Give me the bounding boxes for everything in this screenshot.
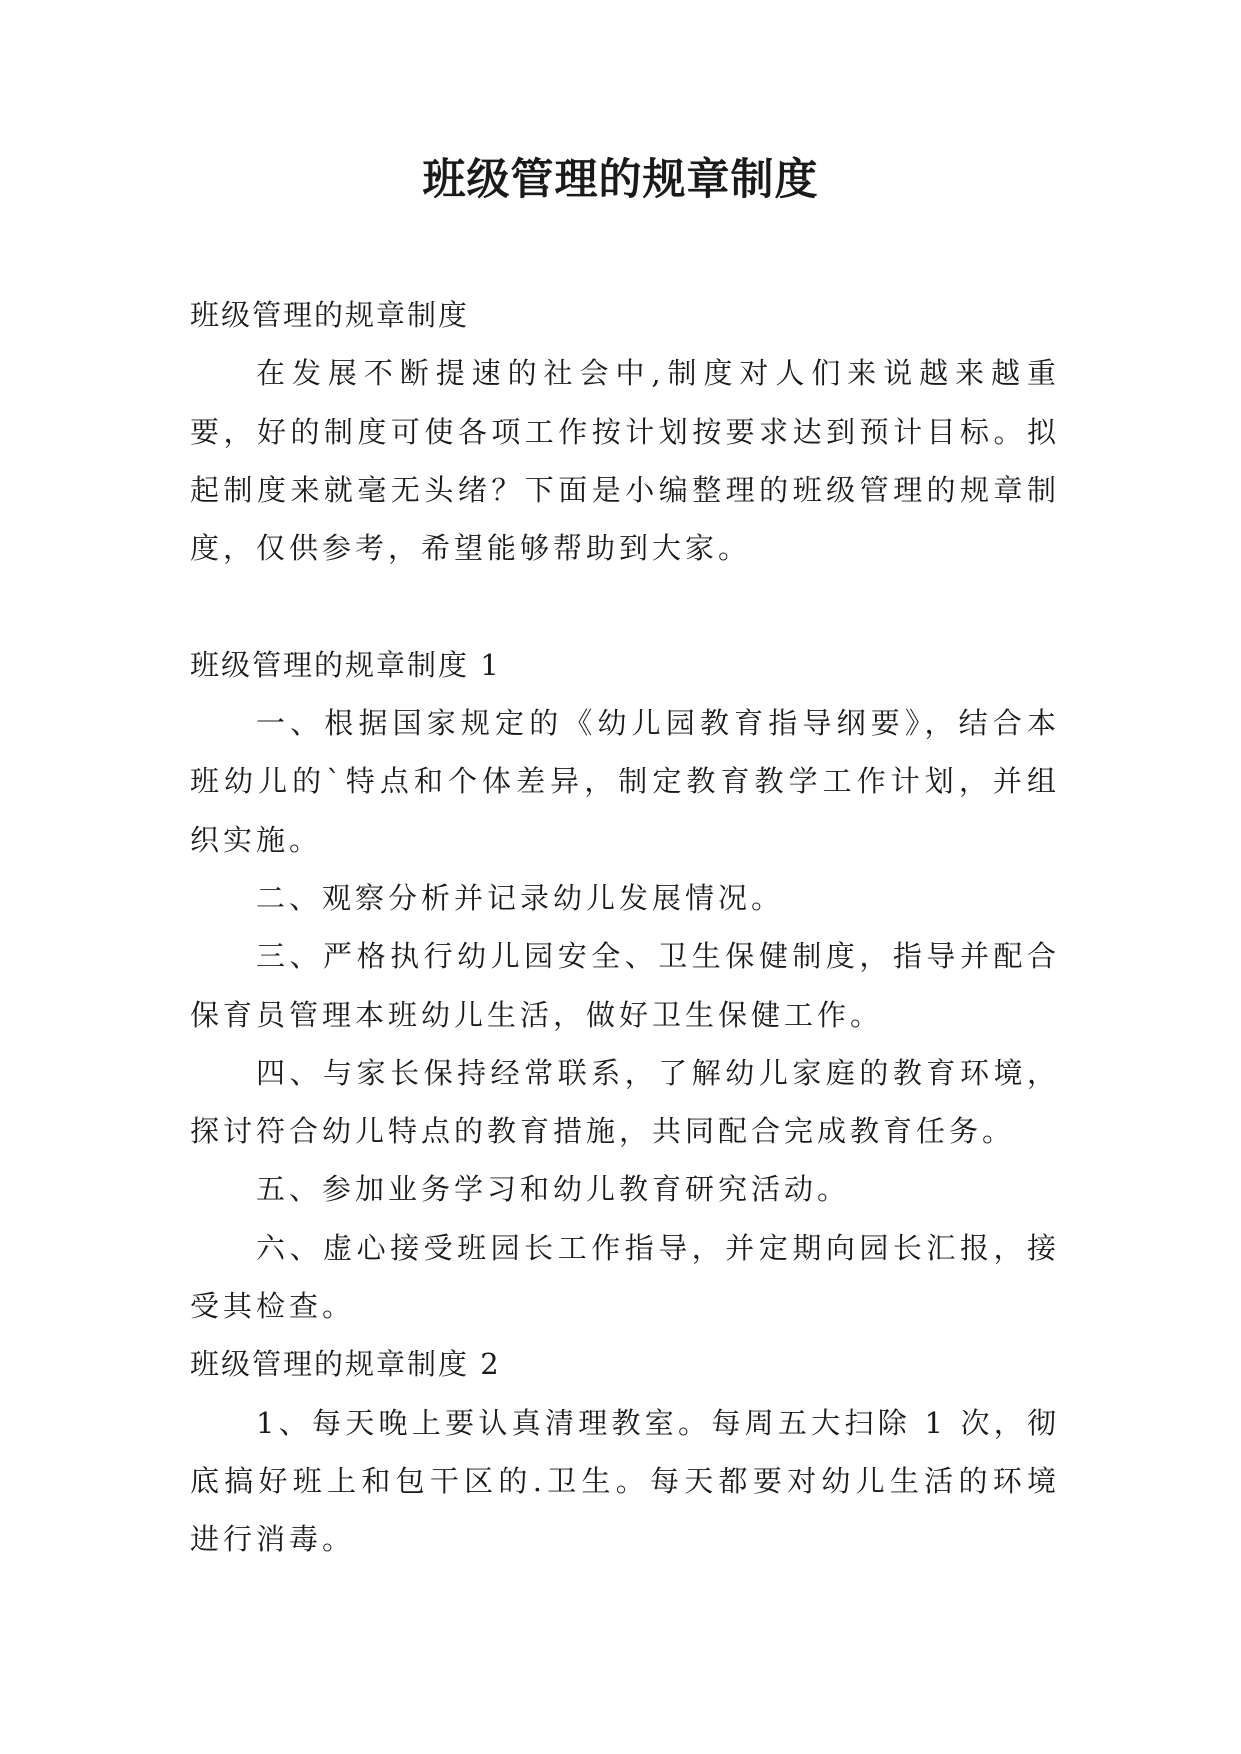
section-1-item-2: 二、观察分析并记录幼儿发展情况。 — [256, 880, 785, 915]
section-2-heading: 班级管理的规章制度 2 — [190, 1347, 501, 1382]
document-body — [190, 286, 1060, 1569]
section-spacer — [190, 577, 1060, 635]
section-1-item-3: 三、严格执行幼儿园安全、卫生保健制度，指导并配合保育员管理本班幼儿生活，做好卫生保健工作。 — [190, 939, 1060, 1032]
section-1-item-1: 一、根据国家规定的《幼儿园教育指导纲要》，结合本班幼儿的`特点和个体差异，制定教育教学工作计划，并组织实施。 — [190, 706, 1060, 857]
section-1-item-4: 四、与家长保持经常联系，了解幼儿家庭的教育环境，探讨符合幼儿特点的教育措施，共同配合完成教育任务。 — [190, 1055, 1060, 1149]
section-1-item-5: 五、参加业务学习和幼儿教育研究活动。 — [256, 1172, 851, 1207]
section-2-item-1: 1、每天晚上要认真清理教室。每周五大扫除 1 次，彻底搞好班上和包干区的.卫生。每天都要对幼儿生活的环境进行消毒。 — [190, 1405, 1060, 1557]
intro-heading: 班级管理的规章制度 — [190, 298, 470, 332]
document-title: 班级管理的规章制度 — [422, 155, 819, 205]
section-1-item-6: 六、虚心接受班园长工作指导，并定期向园长汇报，接受其检查。 — [190, 1230, 1060, 1324]
section-1-heading: 班级管理的规章制度 1 — [190, 647, 501, 682]
intro-paragraph: 在发展不断提速的社会中,制度对人们来说越来越重要，好的制度可使各项工作按计划按要求达到预计目标。拟起制度来就毫无头绪？下面是小编整理的班级管理的规章制度，仅供参考，希望能够帮助到大家。 — [190, 356, 1060, 566]
